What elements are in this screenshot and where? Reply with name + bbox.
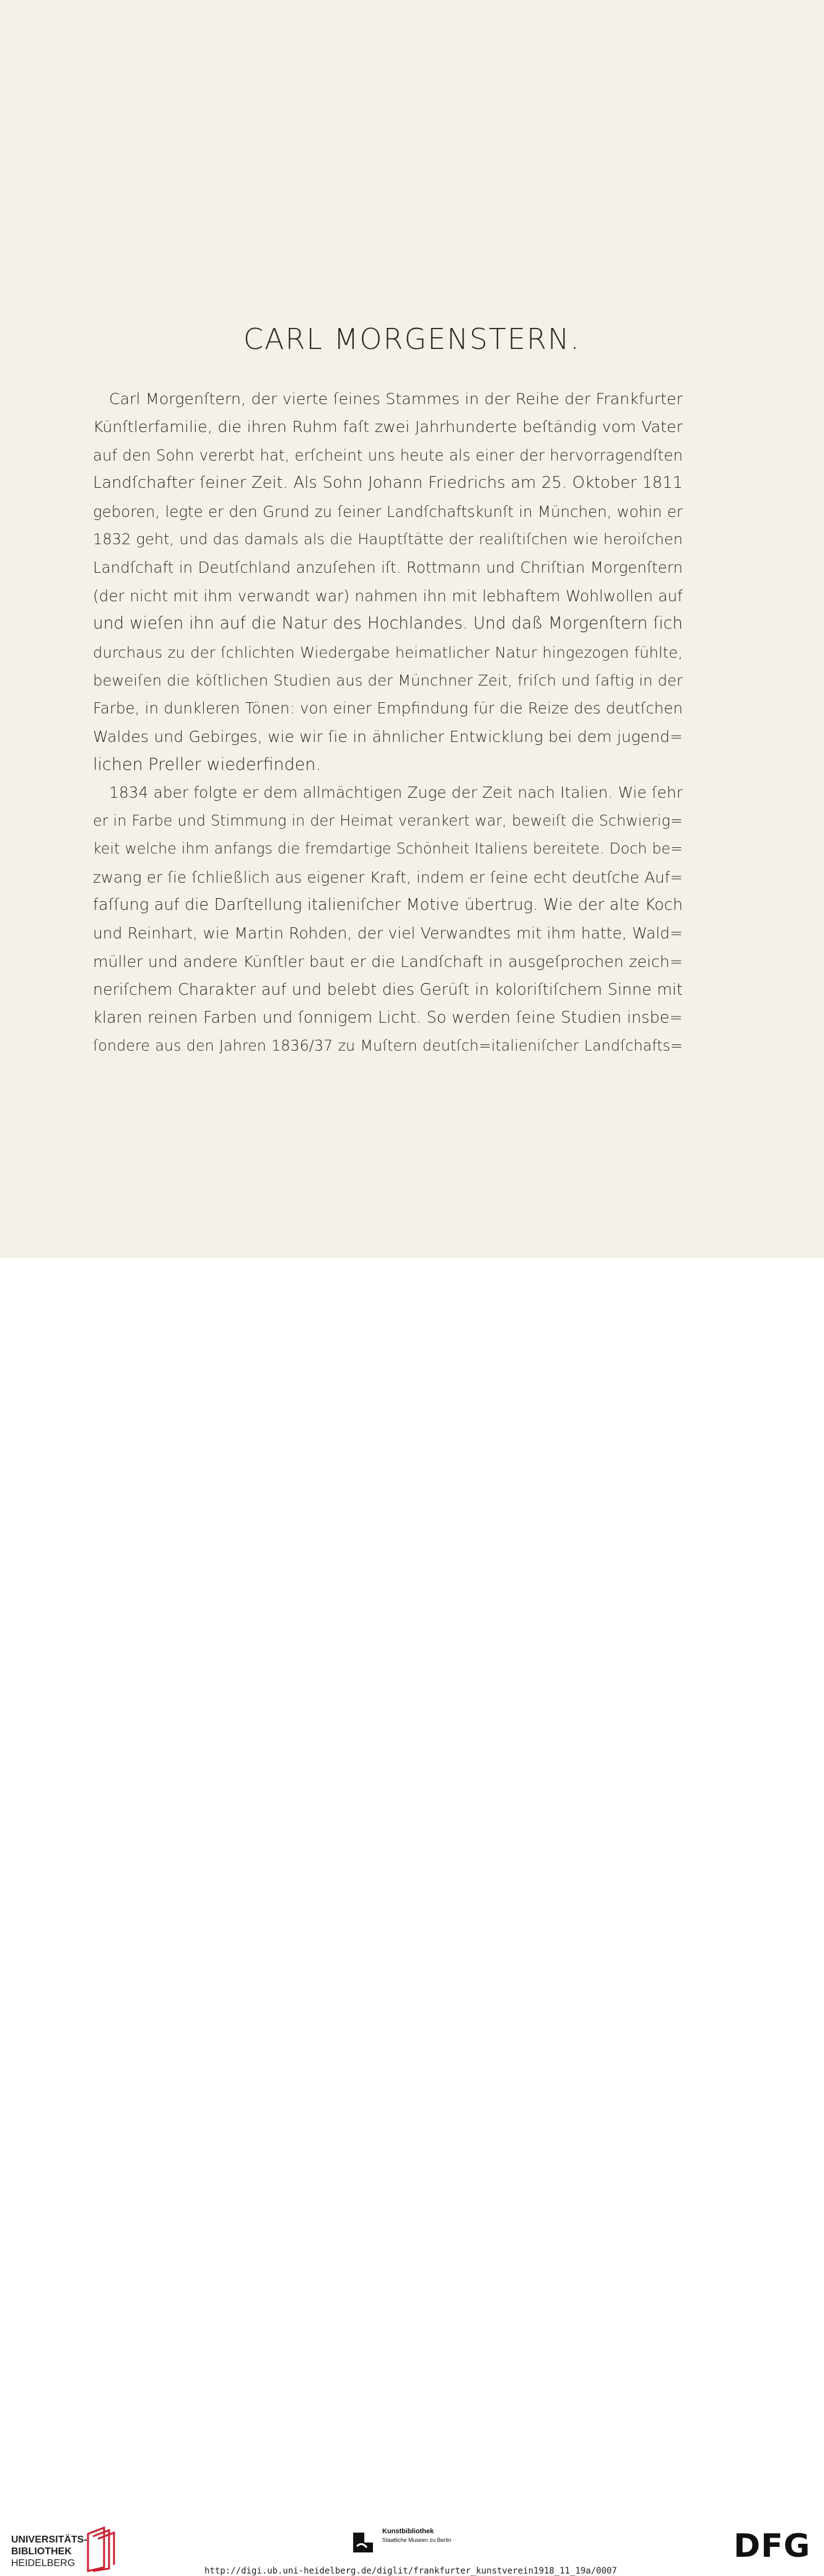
text-line: Waldes und Gebirges, wie wir ſie in ähnlicher Entwicklung bei dem jugend=	[93, 727, 683, 746]
text-line: Carl Morgenſtern, der vierte ſeines Stammes in der Reihe der Frankfurter	[109, 390, 683, 408]
text-line: beweiſen die köſtlichen Studien aus der Münchner Zeit, friſch und ſaftig in der	[93, 671, 683, 689]
dfg-logo: DFG	[734, 2528, 811, 2565]
article-body	[93, 385, 683, 1060]
text-line: müller und andere Künſtler baut er die Landſchaft in ausgeſprochen zeich=	[93, 952, 683, 971]
page-title: CARL MORGENSTERN.	[243, 322, 581, 356]
text-line: 1832 geht, und das damals als die Hauptſtätte der realiſtiſchen wie heroiſchen	[93, 530, 683, 548]
text-line: und Reinhart, wie Martin Rohden, der viel Verwandtes mit ihm hatte, Wald=	[93, 924, 683, 943]
text-line: klaren reinen Farben und ſonnigem Licht. So werden ſeine Studien insbe=	[93, 1008, 683, 1027]
library-name-line: UNIVERSITÄTS-	[11, 2534, 87, 2545]
text-line: er in Farbe und Stimmung in der Heimat verankert war, beweiſt die Schwierig=	[93, 811, 683, 829]
text-line: neriſchem Charakter auf und belebt dies Gerüſt in koloriſtiſchem Sinne mit	[93, 980, 683, 999]
text-line: geboren, legte er den Grund zu ſeiner Landſchaftskunſt in München, wohin er	[93, 502, 683, 521]
permalink-url[interactable]: http://digi.ub.uni-heidelberg.de/diglit/frankfurter_kunstverein1918_11_19a/0007	[204, 2566, 617, 2576]
kb-name: Kunstbibliothek	[382, 2528, 434, 2535]
kb-subtitle: Staatliche Museen zu Berlin	[382, 2537, 452, 2543]
text-line: Landſchafter ſeiner Zeit. Als Sohn Johann Friedrichs am 25. Oktober 1811	[93, 474, 683, 493]
text-line: faſſung auf die Darſtellung italieniſcher Motive übertrug. Wie der alte Koch	[93, 896, 683, 915]
text-line: zwang er ſie ſchließlich aus eigener Kraft, indem er ſeine echt deutſche Auf=	[93, 868, 683, 886]
text-line: Künſtlerfamilie, die ihren Ruhm faſt zwei Jahrhunderte beſtändig vom Vater	[93, 417, 683, 436]
text-line: lichen Preller wiederfinden.	[93, 755, 322, 775]
scanned-page	[0, 0, 824, 1258]
text-line: und wieſen ihn auf die Natur des Hochlandes. Und daß Morgenſtern ſich	[93, 614, 683, 633]
digitization-footer	[0, 1258, 824, 2576]
text-line: 1834 aber folgte er dem allmächtigen Zuge der Zeit nach Italien. Wie ſehr	[109, 783, 683, 802]
kunstbibliothek-logo-icon	[351, 2530, 375, 2555]
ub-heidelberg-logo-icon	[85, 2525, 115, 2572]
kunstbibliothek-text	[382, 2528, 452, 2543]
text-line: durchaus zu der ſchlichten Wiedergabe heimatlicher Natur hingezogen fühlte,	[93, 643, 683, 661]
library-name-line: BIBLIOTHEK	[11, 2546, 72, 2557]
text-line: auf den Sohn vererbt hat, erſcheint uns heute als einer der hervorragendſten	[93, 446, 683, 464]
text-line: Farbe, in dunkleren Tönen: von einer Empfindung für die Reize des deutſchen	[93, 699, 683, 718]
text-line: (der nicht mit ihm verwandt war) nahmen ihn mit lebhaftem Wohlwollen auf	[93, 586, 683, 605]
library-city: HEIDELBERG	[11, 2558, 76, 2569]
text-line: Landſchaft in Deutſchland anzuſehen iſt. Rottmann und Chriſtian Morgenſtern	[93, 558, 683, 577]
university-library-logo-text	[11, 2534, 87, 2569]
text-line: keit welche ihm anfangs die fremdartige Schönheit Italiens bereitete. Doch be=	[93, 840, 683, 858]
text-line: ſondere aus den Jahren 1836/37 zu Muſtern deutſch=italieniſcher Landſchafts=	[93, 1036, 683, 1054]
